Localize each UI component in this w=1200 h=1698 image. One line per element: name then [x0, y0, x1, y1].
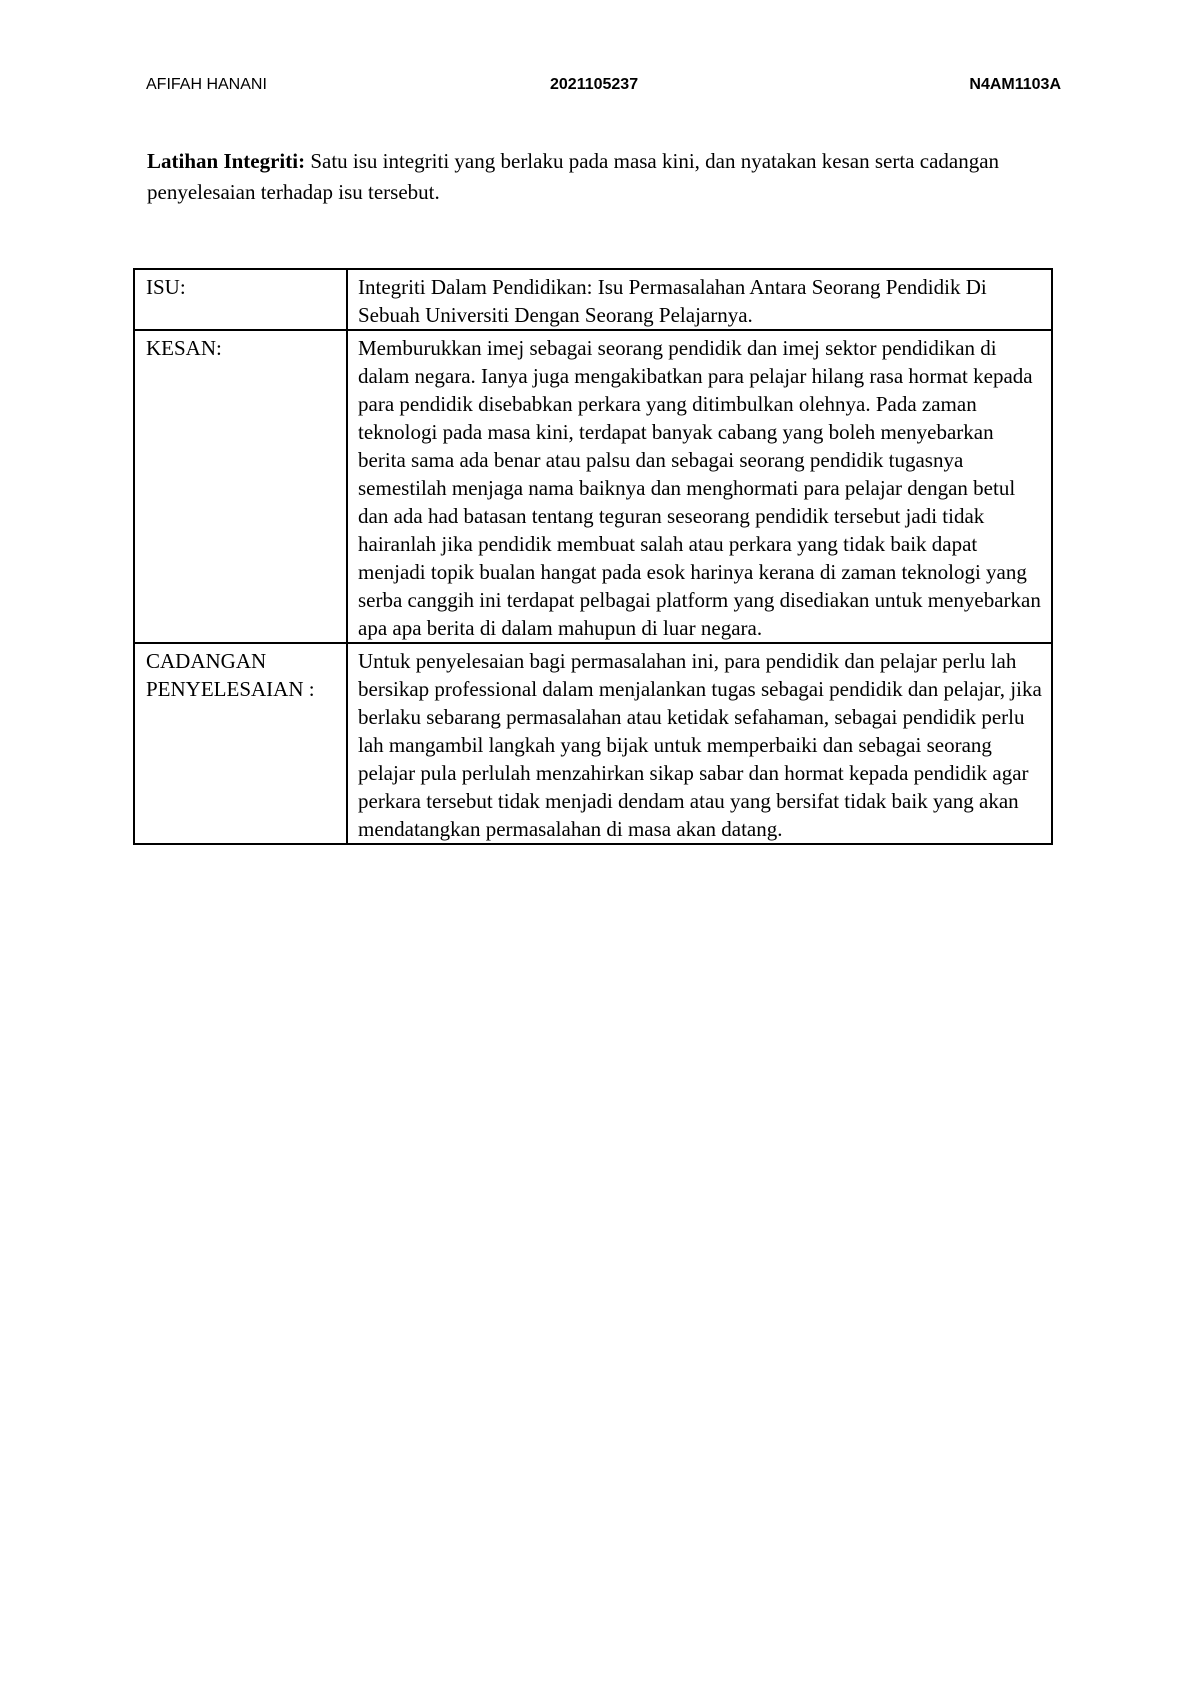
- class-code: N4AM1103A: [969, 76, 1061, 93]
- table-row: [134, 330, 1052, 643]
- student-name: AFIFAH HANANI: [146, 76, 267, 93]
- row-label-cadangan: CADANGAN PENYELESAIAN :: [134, 643, 347, 844]
- table-row: [134, 269, 1052, 330]
- row-content-cadangan: Untuk penyelesaian bagi permasalahan ini, para pendidik dan pelajar perlu lah bersikap professional dalam menjalankan tugas sebagai pendidik dan pelajar, jika berlaku sebarang permasalahan atau ketidak sefahaman, sebagai pendidik perlu lah mangambil langkah yang bijak untuk memperbaiki dan sebagai seorang pelajar pula perlulah menzahirkan sikap sabar dan hormat kepada pendidik agar perkara tersebut tidak menjadi dendam atau yang bersifat tidak baik yang akan mendatangkan permasalahan di masa akan datang.: [347, 643, 1052, 844]
- row-content-isu: Integriti Dalam Pendidikan: Isu Permasalahan Antara Seorang Pendidik Di Sebuah Universiti Dengan Seorang Pelajarnya.: [347, 269, 1052, 330]
- row-content-kesan: Memburukkan imej sebagai seorang pendidik dan imej sektor pendidikan di dalam negara. Ianya juga mengakibatkan para pelajar hilang rasa hormat kepada para pendidik disebabkan perkara yang ditimbulkan olehnya. Pada zaman teknologi pada masa kini, terdapat banyak cabang yang boleh menyebarkan berita sama ada benar atau palsu dan sebagai seorang pendidik tugasnya semestilah menjaga nama baiknya dan menghormati para pelajar dengan betul dan ada had batasan tentang teguran seseorang pendidik tersebut jadi tidak hairanlah jika pendidik membuat salah atau perkara yang tidak baik dapat menjadi topik bualan hangat pada esok harinya kerana di zaman teknologi yang serba canggih ini terdapat pelbagai platform yang disediakan untuk menyebarkan apa apa berita di dalam mahupun di luar negara.: [347, 330, 1052, 643]
- exercise-title: Latihan Integriti:: [147, 149, 306, 173]
- exercise-instruction: [147, 146, 1067, 208]
- row-label-isu: ISU:: [134, 269, 347, 330]
- table-row: [134, 643, 1052, 844]
- student-id: 2021105237: [550, 76, 639, 93]
- exercise-text: Satu isu integriti yang berlaku pada masa kini, dan nyatakan kesan serta cadangan penyelesaian terhadap isu tersebut.: [147, 149, 1000, 204]
- row-label-kesan: KESAN:: [134, 330, 347, 643]
- page-header: [146, 76, 1061, 100]
- integrity-table: [133, 268, 1053, 845]
